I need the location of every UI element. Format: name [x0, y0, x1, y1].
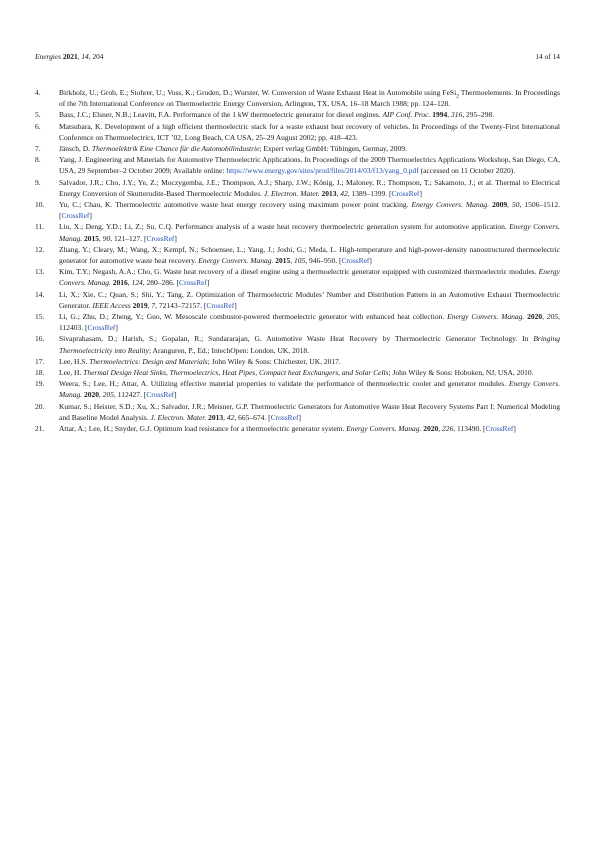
reference-segment: ,: [542, 312, 547, 322]
reference-number: 9.: [35, 177, 41, 187]
crossref-link[interactable]: CrossRef: [87, 323, 116, 333]
reference-segment: , 946–950. [: [305, 256, 342, 266]
reference-list: [35, 87, 560, 434]
reference-text: [59, 222, 560, 242]
reference-item: [35, 401, 560, 423]
url-link[interactable]: https://www.energy.gov/sites/prod/files/2014/03/f13/yang_0.pdf: [226, 166, 419, 176]
reference-italic-text: 226: [441, 424, 454, 434]
page-number: 14 of 14: [535, 52, 560, 61]
reference-year: 2013: [321, 188, 337, 198]
reference-number: 13.: [35, 267, 45, 277]
reference-segment: ; John Wiley & Sons: Hoboken, NJ, USA, 2010.: [388, 368, 534, 378]
reference-segment: ]: [89, 211, 92, 221]
reference-italic-text: Thermoelectrics: Design and Materials: [89, 356, 208, 366]
journal-citation: Energies 2021, 14, 204: [35, 52, 104, 61]
reference-number: 19.: [35, 379, 45, 389]
reference-italic-text: 90: [102, 233, 111, 243]
reference-italic-text: J. Electron. Mater.: [263, 188, 320, 198]
reference-text: [59, 200, 560, 220]
crossref-link[interactable]: CrossRef: [206, 300, 235, 310]
reference-segment: Yu, C.; Chau, K. Thermoelectric automotive waste heat energy recovery using maximum power point tracking.: [59, 200, 412, 210]
reference-number: 15.: [35, 312, 45, 322]
reference-segment: ]: [115, 323, 118, 333]
reference-item: [35, 311, 560, 333]
reference-item: [35, 154, 560, 176]
reference-item: [35, 356, 560, 367]
reference-segment: ; Expert verlag GmbH: Tübingen, Germay, 2009.: [259, 144, 407, 154]
reference-text: [59, 368, 534, 377]
reference-number: 12.: [35, 244, 45, 254]
reference-year: 1994: [432, 110, 448, 120]
reference-number: 5.: [35, 110, 41, 120]
reference-italic-text: 105: [294, 256, 306, 266]
reference-segment: ; Aranguren, P., Ed.; IntechOpen: London, UK, 2018.: [148, 345, 309, 355]
reference-segment: ; John Wiley & Sons: Chichester, UK, 2017.: [207, 356, 341, 366]
reference-italic-text: 50: [511, 200, 520, 210]
reference-segment: Yang, J. Engineering and Materials for Automotive Thermoelectric Applications. In Proceedings of the 2009 Thermoelectrics Applications Workshop, San Diego, CA, USA, 29 September–2 October 2009; Available online:: [59, 155, 560, 176]
reference-text: [59, 379, 560, 399]
crossref-link[interactable]: CrossRef: [146, 390, 175, 400]
reference-segment: Birkholz, U.; Grob, E.; Stohrer, U.; Voss, K.; Gruden, D.; Wurster, W. Conversion of Waste Exhaust Heat in Automobile using FeSi: [59, 88, 457, 97]
reference-number: 18.: [35, 368, 45, 378]
reference-segment: , 112427. [: [114, 390, 147, 400]
reference-number: 14.: [35, 289, 45, 299]
reference-italic-text: 205: [546, 312, 559, 322]
reference-item: [35, 199, 560, 221]
reference-segment: Liu, X.; Deng, Y.D.; Li, Z.; Su, C.Q. Performance analysis of a waste heat recovery thermoelectric generation system for automotive application.: [59, 222, 510, 232]
reference-segment: , 1506–1512. [: [59, 200, 561, 221]
reference-number: 16.: [35, 334, 45, 344]
crossref-link[interactable]: CrossRef: [270, 412, 299, 422]
subscript-text: 2: [456, 93, 459, 100]
reference-text: [59, 402, 560, 422]
reference-italic-text: Energy Convers. Manag.: [447, 312, 525, 322]
reference-segment: , 121–127. [: [110, 233, 147, 243]
reference-item: [35, 109, 560, 120]
reference-number: 11.: [35, 222, 45, 232]
reference-segment: , 665–674. [: [234, 412, 271, 422]
reference-segment: , 295–298.: [462, 110, 495, 120]
reference-segment: Thermoelements. In Proceedings of the 7th International Conference on Thermoelectric Energy Conversion, Arlington, TX, USA, 16–18 March 1988; pp. 124–128.: [59, 88, 560, 109]
reference-segment: ,: [438, 424, 442, 434]
reference-year: 2015: [275, 256, 291, 266]
reference-segment: ]: [206, 278, 210, 288]
journal-year: 2021: [62, 52, 78, 61]
reference-text: [59, 290, 560, 310]
reference-italic-text: Thermoelektrik Eine Chance für die Automobilindustrie: [91, 144, 260, 154]
journal-name: Energies: [35, 52, 61, 61]
reference-year: 2009: [492, 200, 508, 210]
reference-segment: Bass, J.C.; Elsner, N.B.; Leavitt, F.A. Performance of the 1 kW thermoelectric generator for diesel engines.: [59, 110, 383, 120]
reference-segment: , 280–286. [: [142, 278, 179, 288]
reference-segment: Jänsch, D.: [59, 144, 92, 154]
reference-text: [59, 312, 560, 332]
reference-item: [35, 289, 560, 311]
reference-italic-text: 7: [151, 300, 156, 310]
crossref-link[interactable]: CrossRef: [341, 256, 370, 266]
reference-text: [59, 110, 494, 119]
reference-item: [35, 423, 560, 434]
reference-segment: ,: [99, 390, 103, 400]
reference-italic-text: J. Electron. Mater.: [150, 412, 207, 422]
reference-segment: Lee, H.S.: [59, 356, 90, 366]
reference-segment: ,: [99, 233, 103, 243]
reference-item: [35, 221, 560, 243]
reference-italic-text: Energy Convers. Manag.: [346, 424, 422, 434]
reference-segment: Matsubara, K. Development of a high efficient thermoelectric stack for a waste exhaust heat recovery of vehicles. In Proceedings of the Twenty-First International Conference on Thermoelectrics, ICT ’02, Long Beach, CA USA, 25–29 August 2002; pp. 418–423.: [59, 121, 560, 142]
reference-number: 4.: [35, 88, 41, 97]
reference-year: 2020: [84, 390, 99, 400]
reference-text: [59, 267, 560, 287]
reference-number: 8.: [35, 155, 41, 165]
reference-segment: ,: [127, 278, 132, 288]
reference-segment: ]: [174, 233, 177, 243]
reference-item: [35, 244, 560, 266]
reference-segment: ]: [513, 424, 516, 434]
reference-segment: ]: [234, 300, 237, 310]
reference-segment: Kumar, S.; Heister, S.D.; Xu, X.; Salvador, J.R.; Meisner, G.P. Thermoelectric Generators for Automotive Waste Heat Recovery Systems Part I: Numerical Modeling and Baseline Model Analysis.: [59, 401, 560, 422]
reference-segment: ]: [174, 390, 177, 400]
running-header: [35, 52, 560, 64]
reference-item: [35, 177, 560, 199]
reference-segment: Kim, T.Y.; Negash, A.A.; Cho, G. Waste heat recovery of a diesel engine using a thermoelectric generator equipped with customized thermoelectric modules.: [59, 267, 539, 277]
reference-segment: ]: [369, 256, 372, 266]
journal-article-number: 204: [92, 52, 104, 61]
reference-year: 2019: [132, 300, 148, 310]
reference-number: 21.: [35, 424, 45, 434]
reference-number: 7.: [35, 144, 41, 154]
reference-italic-text: Energy Convers. Manag.: [411, 200, 490, 210]
reference-italic-text: IEEE Access: [92, 300, 131, 310]
reference-item: [35, 121, 560, 143]
reference-italic-text: Energy Convers. Manag.: [59, 222, 560, 243]
reference-item: [35, 143, 560, 154]
crossref-link[interactable]: CrossRef: [391, 188, 420, 198]
reference-text: [59, 144, 407, 153]
reference-text: [59, 155, 560, 175]
crossref-link[interactable]: CrossRef: [179, 278, 207, 288]
reference-text: [59, 88, 560, 108]
reference-item: [35, 87, 560, 109]
reference-text: [59, 357, 341, 366]
reference-item: [35, 367, 560, 378]
reference-segment: ,: [336, 188, 341, 198]
reference-number: 17.: [35, 356, 45, 366]
reference-italic-text: Energy Convers. Manag.: [198, 256, 274, 266]
reference-italic-text: AIP Conf. Proc.: [382, 110, 431, 120]
reference-year: 2020: [423, 424, 439, 434]
reference-segment: ,: [290, 256, 294, 266]
reference-segment: Salvador, J.R.; Cho, J.Y.; Ye, Z.; Moczygemba, J.E.; Thompson, A.J.; Sharp, J.W.; König, J.; Maloney, R.; Thompson, T.; Sakamoto, J.; et al. Thermal to Electrical Energy Conversion of Skutterudite-Based Thermoelectric Modules.: [59, 177, 560, 198]
reference-italic-text: 205: [102, 390, 114, 400]
crossref-link[interactable]: CrossRef: [485, 424, 514, 434]
reference-segment: , 72143–72157. [: [155, 300, 207, 310]
reference-segment: (accessed on 11 October 2020).: [418, 166, 516, 176]
reference-year: 2020: [527, 312, 543, 322]
reference-text: [59, 424, 516, 433]
reference-italic-text: Thermal Design Heat Sinks, Thermoelectrics, Heat Pipes, Compact heat Exchangers, and Solar Cells: [83, 368, 389, 378]
journal-volume: 14: [81, 52, 89, 61]
reference-segment: , 1389–1399. [: [347, 188, 392, 198]
reference-year: 2016: [112, 278, 128, 288]
reference-item: [35, 378, 560, 400]
reference-segment: Attar, A.; Lee, H.; Snyder, G.J. Optimum load resistance for a thermoelectric generator system.: [59, 424, 347, 434]
reference-segment: ]: [419, 188, 422, 198]
reference-segment: ,: [507, 200, 512, 210]
reference-text: [59, 245, 560, 265]
crossref-link[interactable]: CrossRef: [146, 233, 175, 243]
reference-number: 20.: [35, 401, 45, 411]
reference-italic-text: 124: [131, 278, 143, 288]
reference-year: 2013: [208, 412, 224, 422]
reference-segment: Lee, H.: [59, 368, 84, 378]
reference-italic-text: 42: [226, 412, 235, 422]
reference-segment: Sivaprahasam, D.; Harish, S.; Gopalan, R.; Sundararajan, G. Automotive Waste Heat Recovery by Thermoelectric Generator Technology. In: [59, 334, 534, 344]
reference-segment: ,: [447, 110, 451, 120]
reference-text: [59, 334, 560, 354]
reference-segment: ]: [298, 412, 301, 422]
reference-item: [35, 266, 560, 288]
reference-italic-text: Energy Convers. Manag.: [59, 267, 560, 288]
reference-segment: , 112403. [: [59, 312, 561, 333]
reference-segment: Li, G.; Zhu, D.; Zheng, Y.; Guo, W. Mesoscale combustor-powered thermoelectric generator with enhanced heat collection.: [59, 312, 448, 322]
reference-item: [35, 333, 560, 355]
reference-segment: ,: [147, 300, 152, 310]
reference-italic-text: 316: [451, 110, 463, 120]
reference-segment: , 113490. [: [453, 424, 486, 434]
reference-text: [59, 122, 560, 142]
reference-italic-text: Energy Convers. Manag.: [59, 379, 560, 400]
reference-italic-text: Bringing Thermoelectricity into Reality: [59, 334, 560, 355]
reference-segment: ,: [223, 412, 227, 422]
reference-italic-text: 42: [340, 188, 348, 198]
reference-segment: Li, X.; Xie, C.; Quan, S.; Shi, Y.; Tang, Z. Optimization of Thermoelectric Modules’ Number and Distribution Pattern in an Automotive Exhaust Thermoelectric Generator.: [59, 289, 560, 310]
reference-text: [59, 178, 560, 198]
crossref-link[interactable]: CrossRef: [61, 211, 90, 221]
reference-number: 6.: [35, 121, 41, 131]
reference-number: 10.: [35, 200, 45, 210]
reference-segment: Zhang, Y.; Cleary, M.; Wang, X.; Kempf, N.; Schoensee, L.; Yang, J.; Joshi, G.; Meda, L. High-temperature and high-power-density nanostructured thermoelectric generator for automotive waste heat recovery.: [59, 244, 560, 266]
reference-segment: Weera, S.; Lee, H.; Attar, A. Utilizing effective material properties to validate the performance of thermoelectric cooler and generator modules.: [59, 379, 509, 389]
reference-year: 2015: [84, 233, 99, 243]
